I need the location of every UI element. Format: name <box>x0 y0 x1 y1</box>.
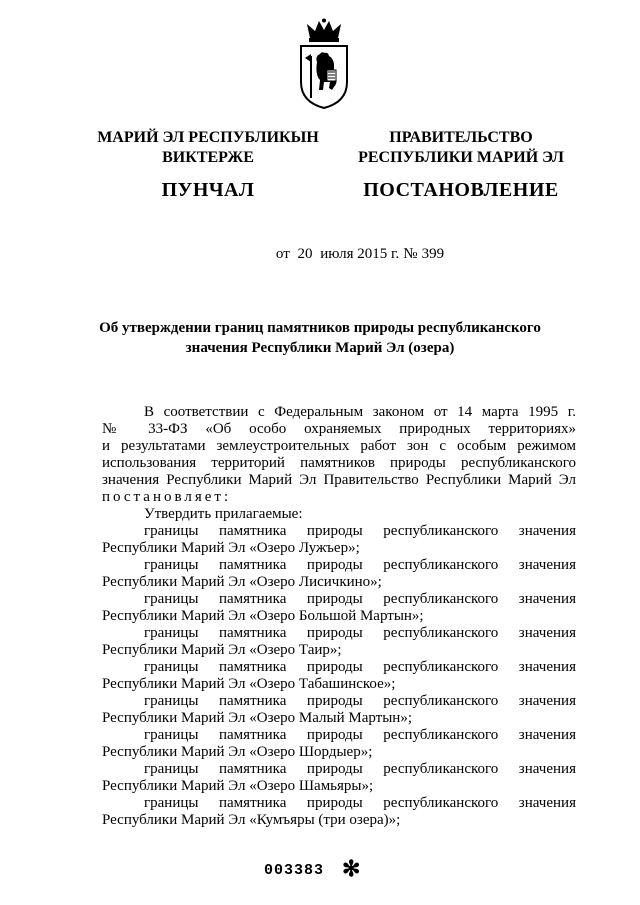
prefix-word: памятника <box>219 625 287 641</box>
list-item <box>102 557 576 591</box>
prefix-word: памятника <box>219 523 287 539</box>
list-item-prefix <box>102 659 576 676</box>
prefix-word: природы <box>306 693 363 709</box>
list-item-name: Республики Марий Эл «Озеро Шордыер»; <box>102 744 373 760</box>
list-item <box>102 693 576 727</box>
list-item-name: Республики Марий Эл «Озеро Таир»; <box>102 642 342 658</box>
list-item-name: Республики Марий Эл «Озеро Большой Мартын»; <box>102 608 424 624</box>
prefix-word: границы <box>144 795 199 811</box>
prefix-word: границы <box>144 625 199 641</box>
prefix-word: республиканского <box>383 591 499 607</box>
list-item <box>102 727 576 761</box>
intro-line: В соответствии с Федеральным законом от 14 марта 1995 г. <box>144 404 576 420</box>
list-item <box>102 625 576 659</box>
intro-line: использования территорий памятников природы республиканского <box>102 455 576 471</box>
list-item-name: Республики Марий Эл «Озеро Лужъер»; <box>102 540 360 556</box>
header-right-doc-type: ПОСТАНОВЛЕНИЕ <box>363 179 559 201</box>
list-item-name: Республики Марий Эл «Озеро Табашинское»; <box>102 676 396 692</box>
prefix-word: памятника <box>219 591 287 607</box>
prefix-word: значения <box>518 523 576 539</box>
approve-line: Утвердить прилагаемые: <box>144 506 303 522</box>
list-item-prefix <box>102 693 576 710</box>
prefix-word: памятника <box>219 659 287 675</box>
prefix-word: республиканского <box>383 693 499 709</box>
list-item <box>102 795 576 829</box>
prefix-word: границы <box>144 693 199 709</box>
prefix-word: природы <box>306 795 363 811</box>
prefix-word: значения <box>518 795 576 811</box>
prefix-word: значения <box>518 591 576 607</box>
document-number-label: № <box>403 246 418 262</box>
prefix-word: границы <box>144 761 199 777</box>
prefix-word: природы <box>306 557 363 573</box>
prefix-word: границы <box>144 659 199 675</box>
document-title <box>70 318 570 358</box>
prefix-word: республиканского <box>383 727 499 743</box>
list-item-prefix <box>102 591 576 608</box>
prefix-word: значения <box>518 693 576 709</box>
crown-icon <box>307 19 341 43</box>
prefix-word: границы <box>144 557 199 573</box>
title-line2: значения Республики Марий Эл (озера) <box>185 340 455 356</box>
list-item-prefix <box>102 523 576 540</box>
header-left <box>73 128 343 200</box>
prefix-word: памятника <box>219 727 287 743</box>
list-item-prefix <box>102 625 576 642</box>
prefix-word: памятника <box>219 795 287 811</box>
list-item <box>102 761 576 795</box>
date-month-year: июля 2015 г. <box>320 246 400 262</box>
header-left-line1: МАРИЙ ЭЛ РЕСПУБЛИКЫН <box>97 129 319 146</box>
document-body <box>102 404 576 829</box>
prefix-word: природы <box>306 625 363 641</box>
prefix-word: республиканского <box>383 795 499 811</box>
prefix-word: республиканского <box>383 625 499 641</box>
list-item <box>102 523 576 557</box>
prefix-word: природы <box>306 591 363 607</box>
boundaries-list <box>102 523 576 829</box>
date-prefix: от <box>275 246 290 262</box>
list-item-name: Республики Марий Эл «Озеро Шамьяры»; <box>102 778 374 794</box>
prefix-word: значения <box>518 727 576 743</box>
prefix-word: республиканского <box>383 761 499 777</box>
coat-of-arms-emblem <box>297 18 351 110</box>
prefix-word: значения <box>518 625 576 641</box>
prefix-word: республиканского <box>383 659 499 675</box>
intro-line: и результатами землеустроительных работ зон с особым режимом <box>102 438 576 454</box>
list-item <box>102 659 576 693</box>
prefix-word: памятника <box>219 693 287 709</box>
prefix-word: природы <box>306 523 363 539</box>
header-right <box>326 128 596 200</box>
intro-line: значения Республики Марий Эл Правительство Республики Марий Эл <box>102 472 576 488</box>
prefix-word: памятника <box>219 761 287 777</box>
intro-paragraph <box>102 404 576 506</box>
list-item-prefix <box>102 761 576 778</box>
list-item <box>102 591 576 625</box>
header-right-line1: ПРАВИТЕЛЬСТВО <box>389 129 533 146</box>
prefix-word: республиканского <box>383 523 499 539</box>
resolves-word: постановляет: <box>102 489 232 505</box>
prefix-word: значения <box>518 557 576 573</box>
prefix-word: границы <box>144 591 199 607</box>
prefix-word: природы <box>306 659 363 675</box>
intro-line: № 33-ФЗ «Об особо охраняемых природных территориях» <box>102 421 576 437</box>
prefix-word: памятника <box>219 557 287 573</box>
header-left-line2: ВИКТЕРЖЕ <box>162 149 254 166</box>
prefix-word: природы <box>306 727 363 743</box>
list-item-name: Республики Марий Эл «Озеро Лисичкино»; <box>102 574 382 590</box>
document-date-line <box>0 246 640 263</box>
list-item-prefix <box>102 727 576 744</box>
document-number: 399 <box>421 246 445 262</box>
prefix-word: республиканского <box>383 557 499 573</box>
header-right-line2: РЕСПУБЛИКИ МАРИЙ ЭЛ <box>358 149 564 166</box>
prefix-word: природы <box>306 761 363 777</box>
list-item-name: Республики Марий Эл «Кумъяры (три озера)»; <box>102 812 401 828</box>
prefix-word: границы <box>144 727 199 743</box>
prefix-word: значения <box>518 761 576 777</box>
list-item-name: Республики Марий Эл «Озеро Малый Мартын»; <box>102 710 412 726</box>
prefix-word: значения <box>518 659 576 675</box>
prefix-word: границы <box>144 523 199 539</box>
list-item-prefix <box>102 557 576 574</box>
list-item-prefix <box>102 795 576 812</box>
serial-number: 003383 <box>264 862 325 879</box>
header-left-doc-type: ПУНЧАЛ <box>161 179 255 201</box>
date-day: 20 <box>297 246 313 262</box>
asterisk-mark-icon: ✻ <box>342 856 361 881</box>
title-line1: Об утверждении границ памятников природы республиканского <box>99 320 541 336</box>
